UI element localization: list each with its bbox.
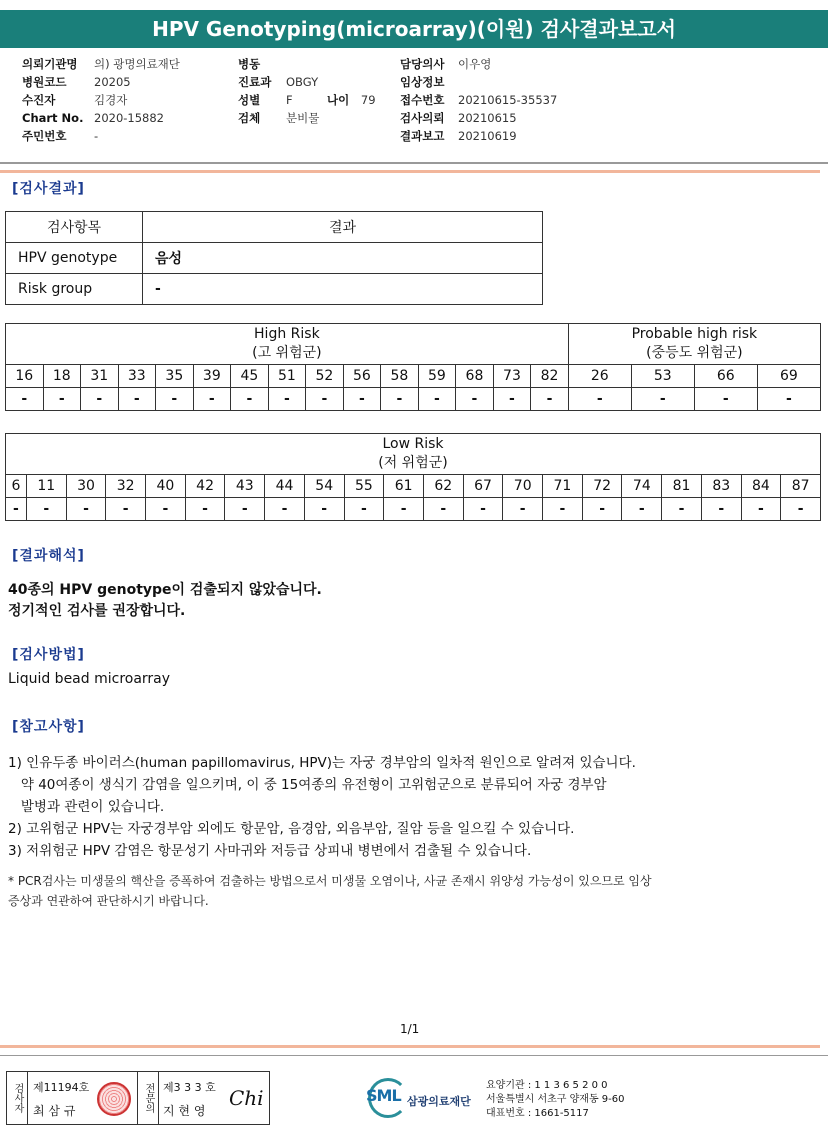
genotype-cell: 6 xyxy=(6,475,27,498)
genotype-cell: 84 xyxy=(741,475,781,498)
header-row xyxy=(22,73,180,91)
header-key: 검사의뢰 xyxy=(400,111,445,125)
genotype-result-cell: - xyxy=(543,498,583,521)
genotype-result-cell: - xyxy=(268,388,306,411)
genotype-cell: 55 xyxy=(344,475,384,498)
note-line: 1) 인유두종 바이러스(human papillomavirus, HPV)는 자궁 경부암의 일차적 원인으로 알려져 있습니다. xyxy=(8,755,636,771)
genotype-result-cell: - xyxy=(225,498,265,521)
genotype-result-cell: - xyxy=(631,388,694,411)
header-key: 접수번호 xyxy=(400,93,445,107)
note-line: 3) 저위험군 HPV 감염은 항문성기 사마귀와 저등급 상피내 병변에서 검출될 수 있습니다. xyxy=(8,843,532,859)
genotype-cell: 53 xyxy=(631,365,694,388)
genotype-result-cell: - xyxy=(381,388,419,411)
specialist-name: 지 현 영 xyxy=(163,1104,206,1118)
genotype-result-cell: - xyxy=(26,498,66,521)
info-line: 대표번호 : 1661-5117 xyxy=(486,1108,589,1119)
genotype-cell: 56 xyxy=(343,365,381,388)
header-key: 진료과 xyxy=(238,75,272,89)
header-key: 병동 xyxy=(238,57,261,71)
header-key: Chart No. xyxy=(22,111,84,125)
table-row xyxy=(6,243,543,274)
genotype-cell: 18 xyxy=(43,365,81,388)
genotype-cell: 44 xyxy=(265,475,305,498)
examiner-name: 최 삼 규 xyxy=(33,1104,76,1118)
low-risk-subtitle: (저 위험군) xyxy=(378,455,448,471)
value-row xyxy=(6,498,821,521)
genotype-result-cell: - xyxy=(156,388,194,411)
age-field xyxy=(327,91,376,109)
genotype-result-cell: - xyxy=(741,498,781,521)
age-label: 나이 xyxy=(327,93,350,107)
genotype-result-cell: - xyxy=(118,388,156,411)
divider xyxy=(0,170,820,173)
header-row xyxy=(400,91,557,109)
genotype-result-cell: - xyxy=(81,388,119,411)
header-key: 임상정보 xyxy=(400,75,445,89)
genotype-cell: 72 xyxy=(582,475,622,498)
genotype-result-cell: - xyxy=(493,388,531,411)
report-title: HPV Genotyping(microarray)(이원) 검사결과보고서 xyxy=(0,10,828,48)
header-value: 분비물 xyxy=(286,111,320,125)
genotype-result-cell: - xyxy=(757,388,820,411)
genotype-result-cell: - xyxy=(106,498,146,521)
high-risk-title: High Risk xyxy=(254,326,320,342)
header-col3 xyxy=(400,55,557,145)
genotype-cell: 52 xyxy=(306,365,344,388)
header-value: 이우영 xyxy=(458,57,492,71)
genotype-cell: 31 xyxy=(81,365,119,388)
header-value: 김경자 xyxy=(94,93,128,107)
header-key: 성별 xyxy=(238,93,261,107)
type-row xyxy=(6,365,821,388)
genotype-result-cell: - xyxy=(6,388,44,411)
genotype-result-cell: - xyxy=(384,498,424,521)
header-value: 20210619 xyxy=(458,129,517,143)
header-key: 수진자 xyxy=(22,93,56,107)
header-value: F xyxy=(286,93,293,107)
col-header-item: 검사항목 xyxy=(6,212,143,243)
note-line: 발병과 관련이 있습니다. xyxy=(8,799,165,815)
section-interpretation: [결과해석] xyxy=(12,548,85,564)
note-line: 약 40여종이 생식기 감염을 일으키며, 이 중 15여종의 유전형이 고위험군으로 분류되어 자궁 경부암 xyxy=(8,777,607,793)
genotype-cell: 54 xyxy=(304,475,344,498)
genotype-cell: 16 xyxy=(6,365,44,388)
high-risk-subtitle: (고 위험군) xyxy=(252,345,322,361)
genotype-cell: 70 xyxy=(503,475,543,498)
genotype-cell: 30 xyxy=(66,475,106,498)
genotype-cell: 66 xyxy=(694,365,757,388)
age-value: 79 xyxy=(360,93,376,107)
genotype-cell: 83 xyxy=(701,475,741,498)
header-value: 의) 광명의료재단 xyxy=(94,57,180,71)
item-cell: HPV genotype xyxy=(6,243,143,274)
interpretation-text xyxy=(8,580,322,622)
genotype-cell: 42 xyxy=(185,475,225,498)
interpretation-line: 40종의 HPV genotype이 검출되지 않았습니다. xyxy=(8,582,322,598)
footnote xyxy=(8,871,652,911)
genotype-result-cell: - xyxy=(423,498,463,521)
genotype-result-cell: - xyxy=(265,498,305,521)
divider xyxy=(0,1055,828,1056)
header-row xyxy=(238,91,319,109)
signature-box xyxy=(6,1071,270,1125)
genotype-cell: 26 xyxy=(568,365,631,388)
genotype-cell: 43 xyxy=(225,475,265,498)
header-key: 주민번호 xyxy=(22,129,67,143)
probable-risk-header xyxy=(568,324,820,365)
genotype-result-cell: - xyxy=(456,388,494,411)
interpretation-line: 정기적인 검사를 권장합니다. xyxy=(8,603,186,619)
header-row xyxy=(22,109,180,127)
genotype-result-cell: - xyxy=(185,498,225,521)
footnote-line: 증상과 연관하여 판단하시기 바랍니다. xyxy=(8,894,209,908)
genotype-result-cell: - xyxy=(43,388,81,411)
page-number: 1/1 xyxy=(400,1022,420,1036)
value-row xyxy=(6,388,821,411)
header-key: 검체 xyxy=(238,111,261,125)
high-risk-header xyxy=(6,324,569,365)
genotype-cell: 68 xyxy=(456,365,494,388)
genotype-result-cell: - xyxy=(662,498,702,521)
genotype-cell: 39 xyxy=(193,365,231,388)
genotype-result-cell: - xyxy=(306,388,344,411)
footnote-line: * PCR검사는 미생물의 핵산을 증폭하여 검출하는 방법으로서 미생물 오염이나, 사균 존재시 위양성 가능성이 있으므로 임상 xyxy=(8,874,652,888)
examiner-label: 검사자 xyxy=(7,1072,28,1124)
header-row xyxy=(400,55,557,73)
header-col1 xyxy=(22,55,180,145)
header-value: OBGY xyxy=(286,75,319,89)
section-method: [검사방법] xyxy=(12,647,85,663)
genotype-result-cell: - xyxy=(701,498,741,521)
result-table xyxy=(5,211,543,305)
genotype-result-cell: - xyxy=(231,388,269,411)
probable-risk-title: Probable high risk xyxy=(631,326,758,342)
genotype-cell: 40 xyxy=(146,475,186,498)
low-risk-header xyxy=(6,434,821,475)
header-key: 병원코드 xyxy=(22,75,67,89)
genotype-result-cell: - xyxy=(66,498,106,521)
genotype-cell: 82 xyxy=(531,365,569,388)
note-line: 2) 고위험군 HPV는 자궁경부암 외에도 항문암, 음경암, 외음부암, 질암 등을 일으킬 수 있습니다. xyxy=(8,821,575,837)
genotype-cell: 45 xyxy=(231,365,269,388)
header-row xyxy=(238,73,319,91)
header-row xyxy=(400,73,557,91)
genotype-cell: 33 xyxy=(118,365,156,388)
genotype-cell: 74 xyxy=(622,475,662,498)
seal-stamp xyxy=(97,1082,131,1116)
genotype-cell: 58 xyxy=(381,365,419,388)
logo-text: SML xyxy=(366,1086,401,1105)
notes-list xyxy=(8,752,636,862)
divider xyxy=(0,1045,820,1048)
header-value: 20210615-35537 xyxy=(458,93,558,107)
header-value: - xyxy=(94,129,99,143)
low-risk-title: Low Risk xyxy=(382,436,444,452)
header-key: 담당의사 xyxy=(400,57,445,71)
genotype-result-cell: - xyxy=(344,498,384,521)
genotype-result-cell: - xyxy=(531,388,569,411)
genotype-result-cell: - xyxy=(343,388,381,411)
genotype-result-cell: - xyxy=(694,388,757,411)
genotype-result-cell: - xyxy=(781,498,821,521)
genotype-cell: 11 xyxy=(26,475,66,498)
header-value: 20210615 xyxy=(458,111,517,125)
genotype-result-cell: - xyxy=(582,498,622,521)
header-row xyxy=(22,91,180,109)
genotype-result-cell: - xyxy=(503,498,543,521)
header-row xyxy=(238,109,319,127)
header-row xyxy=(22,127,180,145)
result-cell: 음성 xyxy=(143,243,543,274)
genotype-result-cell: - xyxy=(6,498,27,521)
genotype-cell: 81 xyxy=(662,475,702,498)
org-info xyxy=(486,1079,625,1121)
genotype-cell: 73 xyxy=(493,365,531,388)
header-row xyxy=(400,109,557,127)
specialist-license: 제3 3 3 호 xyxy=(163,1081,216,1094)
genotype-result-cell: - xyxy=(622,498,662,521)
high-risk-table xyxy=(5,323,821,411)
genotype-result-cell: - xyxy=(463,498,503,521)
type-row xyxy=(6,475,821,498)
genotype-cell: 59 xyxy=(418,365,456,388)
genotype-cell: 71 xyxy=(543,475,583,498)
header-row xyxy=(238,55,319,73)
info-line: 요양기관 : 1 1 3 6 5 2 0 0 xyxy=(486,1080,608,1091)
info-line: 서울특별시 서초구 양재동 9-60 xyxy=(486,1094,625,1105)
genotype-cell: 61 xyxy=(384,475,424,498)
header-col2 xyxy=(238,55,319,127)
genotype-cell: 62 xyxy=(423,475,463,498)
genotype-cell: 35 xyxy=(156,365,194,388)
genotype-cell: 69 xyxy=(757,365,820,388)
result-cell: - xyxy=(143,274,543,305)
genotype-result-cell: - xyxy=(418,388,456,411)
genotype-cell: 87 xyxy=(781,475,821,498)
genotype-result-cell: - xyxy=(568,388,631,411)
method-text: Liquid bead microarray xyxy=(8,671,171,687)
genotype-result-cell: - xyxy=(193,388,231,411)
low-risk-table xyxy=(5,433,821,521)
item-cell: Risk group xyxy=(6,274,143,305)
genotype-result-cell: - xyxy=(146,498,186,521)
genotype-result-cell: - xyxy=(304,498,344,521)
org-name: 삼광의료재단 xyxy=(407,1095,471,1108)
signature: Chi xyxy=(229,1086,264,1110)
divider xyxy=(0,162,828,164)
examiner-license: 제11194호 xyxy=(33,1081,90,1094)
header-row xyxy=(400,127,557,145)
col-header-result: 결과 xyxy=(143,212,543,243)
specialist-label: 전문의 xyxy=(137,1072,159,1124)
header-value: 2020-15882 xyxy=(94,111,164,125)
header-value: 20205 xyxy=(94,75,131,89)
probable-risk-subtitle: (중등도 위험군) xyxy=(646,345,743,361)
section-result: [검사결과] xyxy=(12,181,85,197)
header-key: 결과보고 xyxy=(400,129,445,143)
genotype-cell: 32 xyxy=(106,475,146,498)
table-row xyxy=(6,274,543,305)
genotype-cell: 67 xyxy=(463,475,503,498)
header-row xyxy=(22,55,180,73)
header-key: 의뢰기관명 xyxy=(22,57,78,71)
section-notes: [참고사항] xyxy=(12,719,85,735)
genotype-cell: 51 xyxy=(268,365,306,388)
